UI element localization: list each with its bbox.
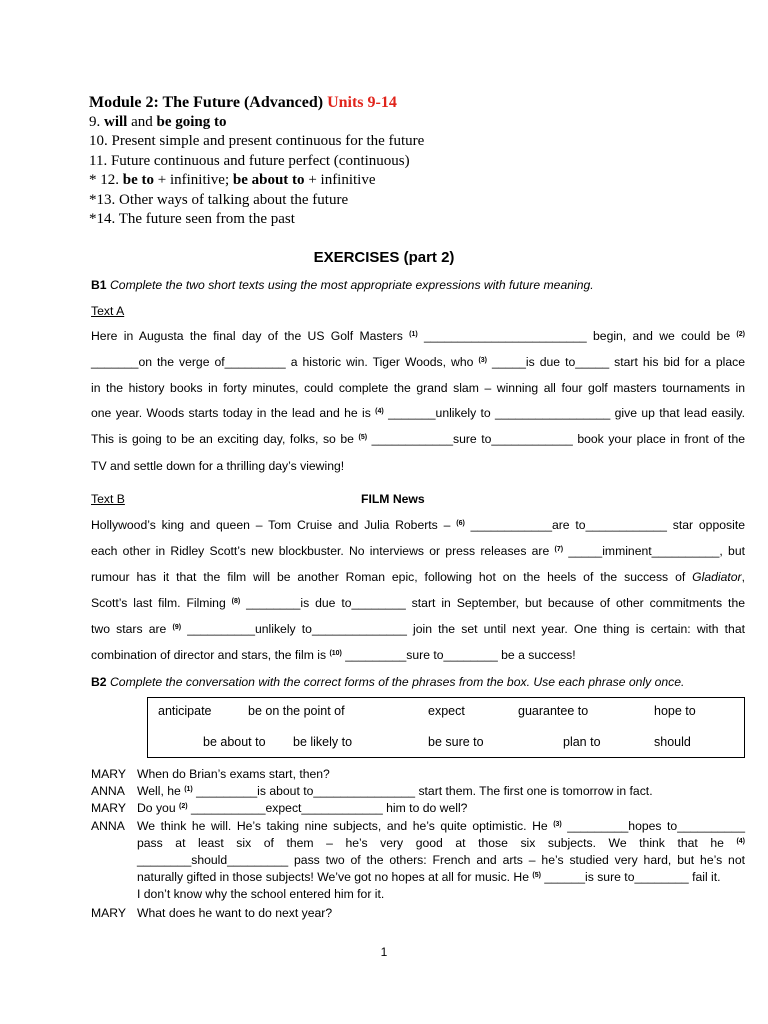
speech-line bbox=[137, 869, 745, 886]
topic-number: 10. bbox=[89, 133, 112, 149]
film-title: Gladiator bbox=[692, 570, 742, 584]
topic-text: Future continuous and future perfect (continuous) bbox=[110, 152, 410, 169]
text-b-line bbox=[91, 596, 745, 610]
speaker-name: MARY bbox=[91, 767, 126, 781]
phrase-item: anticipate bbox=[158, 704, 212, 718]
page-number: 1 bbox=[380, 945, 388, 959]
phrase-item: guarantee to bbox=[518, 704, 589, 718]
topic-number: 9. bbox=[89, 113, 104, 130]
text-span: naturally gifted in those subjects! We’ve got no hopes at all for music. He bbox=[137, 870, 533, 884]
topic-bold: be to bbox=[122, 172, 154, 188]
b1-instruction-text: Complete the two short texts using the most appropriate expressions with future meaning. bbox=[109, 278, 594, 292]
text-span: What does he want to do next year? bbox=[137, 906, 333, 920]
blank-number: (8) bbox=[231, 598, 241, 605]
b1-label: B1 bbox=[91, 278, 107, 292]
speaker-name: MARY bbox=[91, 801, 126, 815]
text-span: Hollywood’s king and queen – Tom Cruise and Julia Roberts – bbox=[91, 518, 457, 532]
film-news-heading: FILM News bbox=[361, 492, 425, 506]
speaker-name: ANNA bbox=[91, 819, 125, 833]
text-span: _____is due to_____ start his bid for a place bbox=[487, 355, 745, 369]
phrase-box bbox=[147, 697, 745, 758]
blank-number: (3) bbox=[553, 821, 562, 828]
phrase-item: hope to bbox=[654, 704, 696, 718]
text-span: This is going to be an exciting day, folks, so be bbox=[91, 432, 359, 446]
text-span: , bbox=[741, 570, 745, 584]
speech-text bbox=[137, 818, 745, 903]
blank-number: (5) bbox=[358, 434, 368, 441]
topic-text: The future seen from the past bbox=[118, 211, 295, 227]
text-b-line bbox=[91, 622, 745, 636]
topic-text: Present simple and present continuous for the future bbox=[111, 133, 425, 149]
text-a-line bbox=[91, 329, 745, 343]
blank-number: (9) bbox=[172, 624, 182, 631]
blank-number: (4) bbox=[375, 408, 384, 415]
topic-item bbox=[89, 171, 729, 191]
text-span: _________is about to_______________ start them. The first one is tomorrow in fact. bbox=[192, 784, 653, 798]
text-span: When do Brian’s exams start, then? bbox=[137, 767, 330, 781]
topic-number: * 12. bbox=[89, 172, 123, 188]
topic-bold: will bbox=[104, 113, 128, 130]
b2-instruction bbox=[91, 675, 745, 689]
speech-line bbox=[137, 783, 745, 800]
phrase-item: be on the point of bbox=[248, 704, 345, 718]
phrase-item: be likely to bbox=[293, 735, 353, 749]
topic-bold: be about to bbox=[232, 172, 305, 188]
text-span: We think he will. He’s taking nine subjects, and he’s quite optimistic. He bbox=[137, 819, 554, 833]
text-span: TV and settle down for a thrilling day’s viewing! bbox=[91, 459, 345, 473]
text-a-line bbox=[91, 406, 745, 420]
speech-text bbox=[137, 905, 745, 922]
text-a-line bbox=[91, 381, 745, 395]
text-span: rumour has it that the film will be another Roman epic, following hot on the heels of the success of bbox=[91, 570, 693, 584]
topic-text: Other ways of talking about the future bbox=[119, 191, 349, 208]
blank-number: (7) bbox=[554, 546, 564, 553]
b2-label: B2 bbox=[91, 675, 107, 689]
exercises-title: EXERCISES (part 2) bbox=[313, 249, 455, 266]
topic-bold: be going to bbox=[156, 113, 227, 130]
topic-text: and bbox=[127, 113, 157, 130]
text-a-line bbox=[91, 432, 745, 446]
module-title-text: Module 2: The Future (Advanced) bbox=[89, 94, 324, 111]
text-span: _________hopes to__________ bbox=[561, 819, 745, 833]
speech-line bbox=[137, 886, 745, 903]
module-title bbox=[89, 93, 729, 113]
blank-number: (2) bbox=[736, 331, 745, 338]
text-span: _____imminent__________, but bbox=[563, 544, 745, 558]
phrase-item: expect bbox=[428, 704, 465, 718]
text-span: ____________sure to____________ book your place in front of the bbox=[367, 432, 745, 446]
phrase-item: plan to bbox=[563, 735, 601, 749]
speech-line bbox=[137, 818, 745, 835]
text-b-line bbox=[91, 570, 745, 584]
topic-item bbox=[89, 113, 729, 133]
text-b-line bbox=[91, 544, 745, 558]
blank-number: (1) bbox=[184, 786, 193, 793]
text-span: one year. Woods starts today in the lead and he is bbox=[91, 406, 376, 420]
blank-number: (5) bbox=[532, 872, 541, 879]
phrase-item: should bbox=[654, 735, 691, 749]
topic-item bbox=[89, 132, 729, 152]
topic-item bbox=[89, 152, 729, 172]
speech-line bbox=[137, 800, 745, 817]
text-span: in the history books in forty minutes, could complete the grand slam – winning all four golf masters tournaments in bbox=[91, 381, 745, 395]
speech-text bbox=[137, 766, 745, 783]
text-span: ________________________ begin, and we could be bbox=[417, 329, 737, 343]
text-span: Well, he bbox=[137, 784, 185, 798]
speech-text bbox=[137, 783, 745, 800]
text-a-line bbox=[91, 459, 745, 473]
phrase-item: be about to bbox=[203, 735, 266, 749]
blank-number: (2) bbox=[179, 803, 188, 810]
text-a-line bbox=[91, 355, 745, 369]
blank-number: (6) bbox=[456, 520, 465, 527]
topic-item bbox=[89, 210, 729, 230]
module-units: Units 9-14 bbox=[327, 94, 397, 111]
text-span: combination of director and stars, the film is bbox=[91, 648, 330, 662]
blank-number: (4) bbox=[736, 838, 745, 845]
blank-number: (10) bbox=[329, 650, 342, 657]
text-a-label: Text A bbox=[91, 304, 125, 318]
text-span: ________should_________ pass two of the others: French and arts – he’s studied very hard, but he’s not bbox=[137, 853, 745, 867]
text-b-line bbox=[91, 518, 745, 532]
text-span: ________is due to________ start in September, but because of other commitments the bbox=[240, 596, 745, 610]
topic-number: 11. bbox=[89, 152, 111, 169]
topic-number: *14. bbox=[89, 211, 119, 227]
topic-item bbox=[89, 191, 729, 211]
topic-number: *13. bbox=[89, 191, 119, 208]
speech-line bbox=[137, 766, 745, 783]
text-span: ______is sure to________ fail it. bbox=[540, 870, 721, 884]
blank-number: (1) bbox=[409, 331, 418, 338]
text-span: Scott’s last film. Filming bbox=[91, 596, 232, 610]
text-span: _______unlikely to _________________ give up that lead easily. bbox=[383, 406, 745, 420]
text-b-header bbox=[91, 492, 745, 506]
text-span: pass at least six of them – he’s very good at those six subjects. We think that he bbox=[137, 836, 737, 850]
text-span: ____________are to____________ star opposite bbox=[464, 518, 745, 532]
b1-instruction bbox=[91, 278, 745, 292]
text-span: Do you bbox=[137, 801, 180, 815]
text-a-label-row bbox=[91, 304, 745, 318]
text-span: I don’t know why the school entered him for it. bbox=[137, 887, 385, 901]
text-span: _______on the verge of_________ a historic win. Tiger Woods, who bbox=[91, 355, 479, 369]
speaker-name: ANNA bbox=[91, 784, 125, 798]
speech-line bbox=[137, 835, 745, 852]
text-span: each other in Ridley Scott’s new blockbuster. No interviews or press releases are bbox=[91, 544, 555, 558]
topic-text: + infinitive; bbox=[154, 172, 233, 188]
text-span: _________sure to________ be a success! bbox=[341, 648, 576, 662]
blank-number: (3) bbox=[478, 357, 487, 364]
phrase-item: be sure to bbox=[428, 735, 484, 749]
speech-text bbox=[137, 800, 745, 817]
text-span: ___________expect____________ him to do well? bbox=[187, 801, 468, 815]
b2-instruction-text: Complete the conversation with the correct forms of the phrases from the box. Use each phrase only once. bbox=[109, 675, 685, 689]
speech-line bbox=[137, 852, 745, 869]
topic-text: + infinitive bbox=[304, 172, 376, 188]
text-span: Here in Augusta the final day of the US Golf Masters bbox=[91, 329, 410, 343]
speaker-name: MARY bbox=[91, 906, 126, 920]
text-span: two stars are bbox=[91, 622, 173, 636]
speech-line bbox=[137, 905, 745, 922]
text-b-label: Text B bbox=[91, 492, 125, 506]
text-span: __________unlikely to______________ join the set until next year. One thing is certain: with that bbox=[181, 622, 746, 636]
module-header bbox=[89, 93, 729, 230]
text-b-line bbox=[91, 648, 745, 662]
